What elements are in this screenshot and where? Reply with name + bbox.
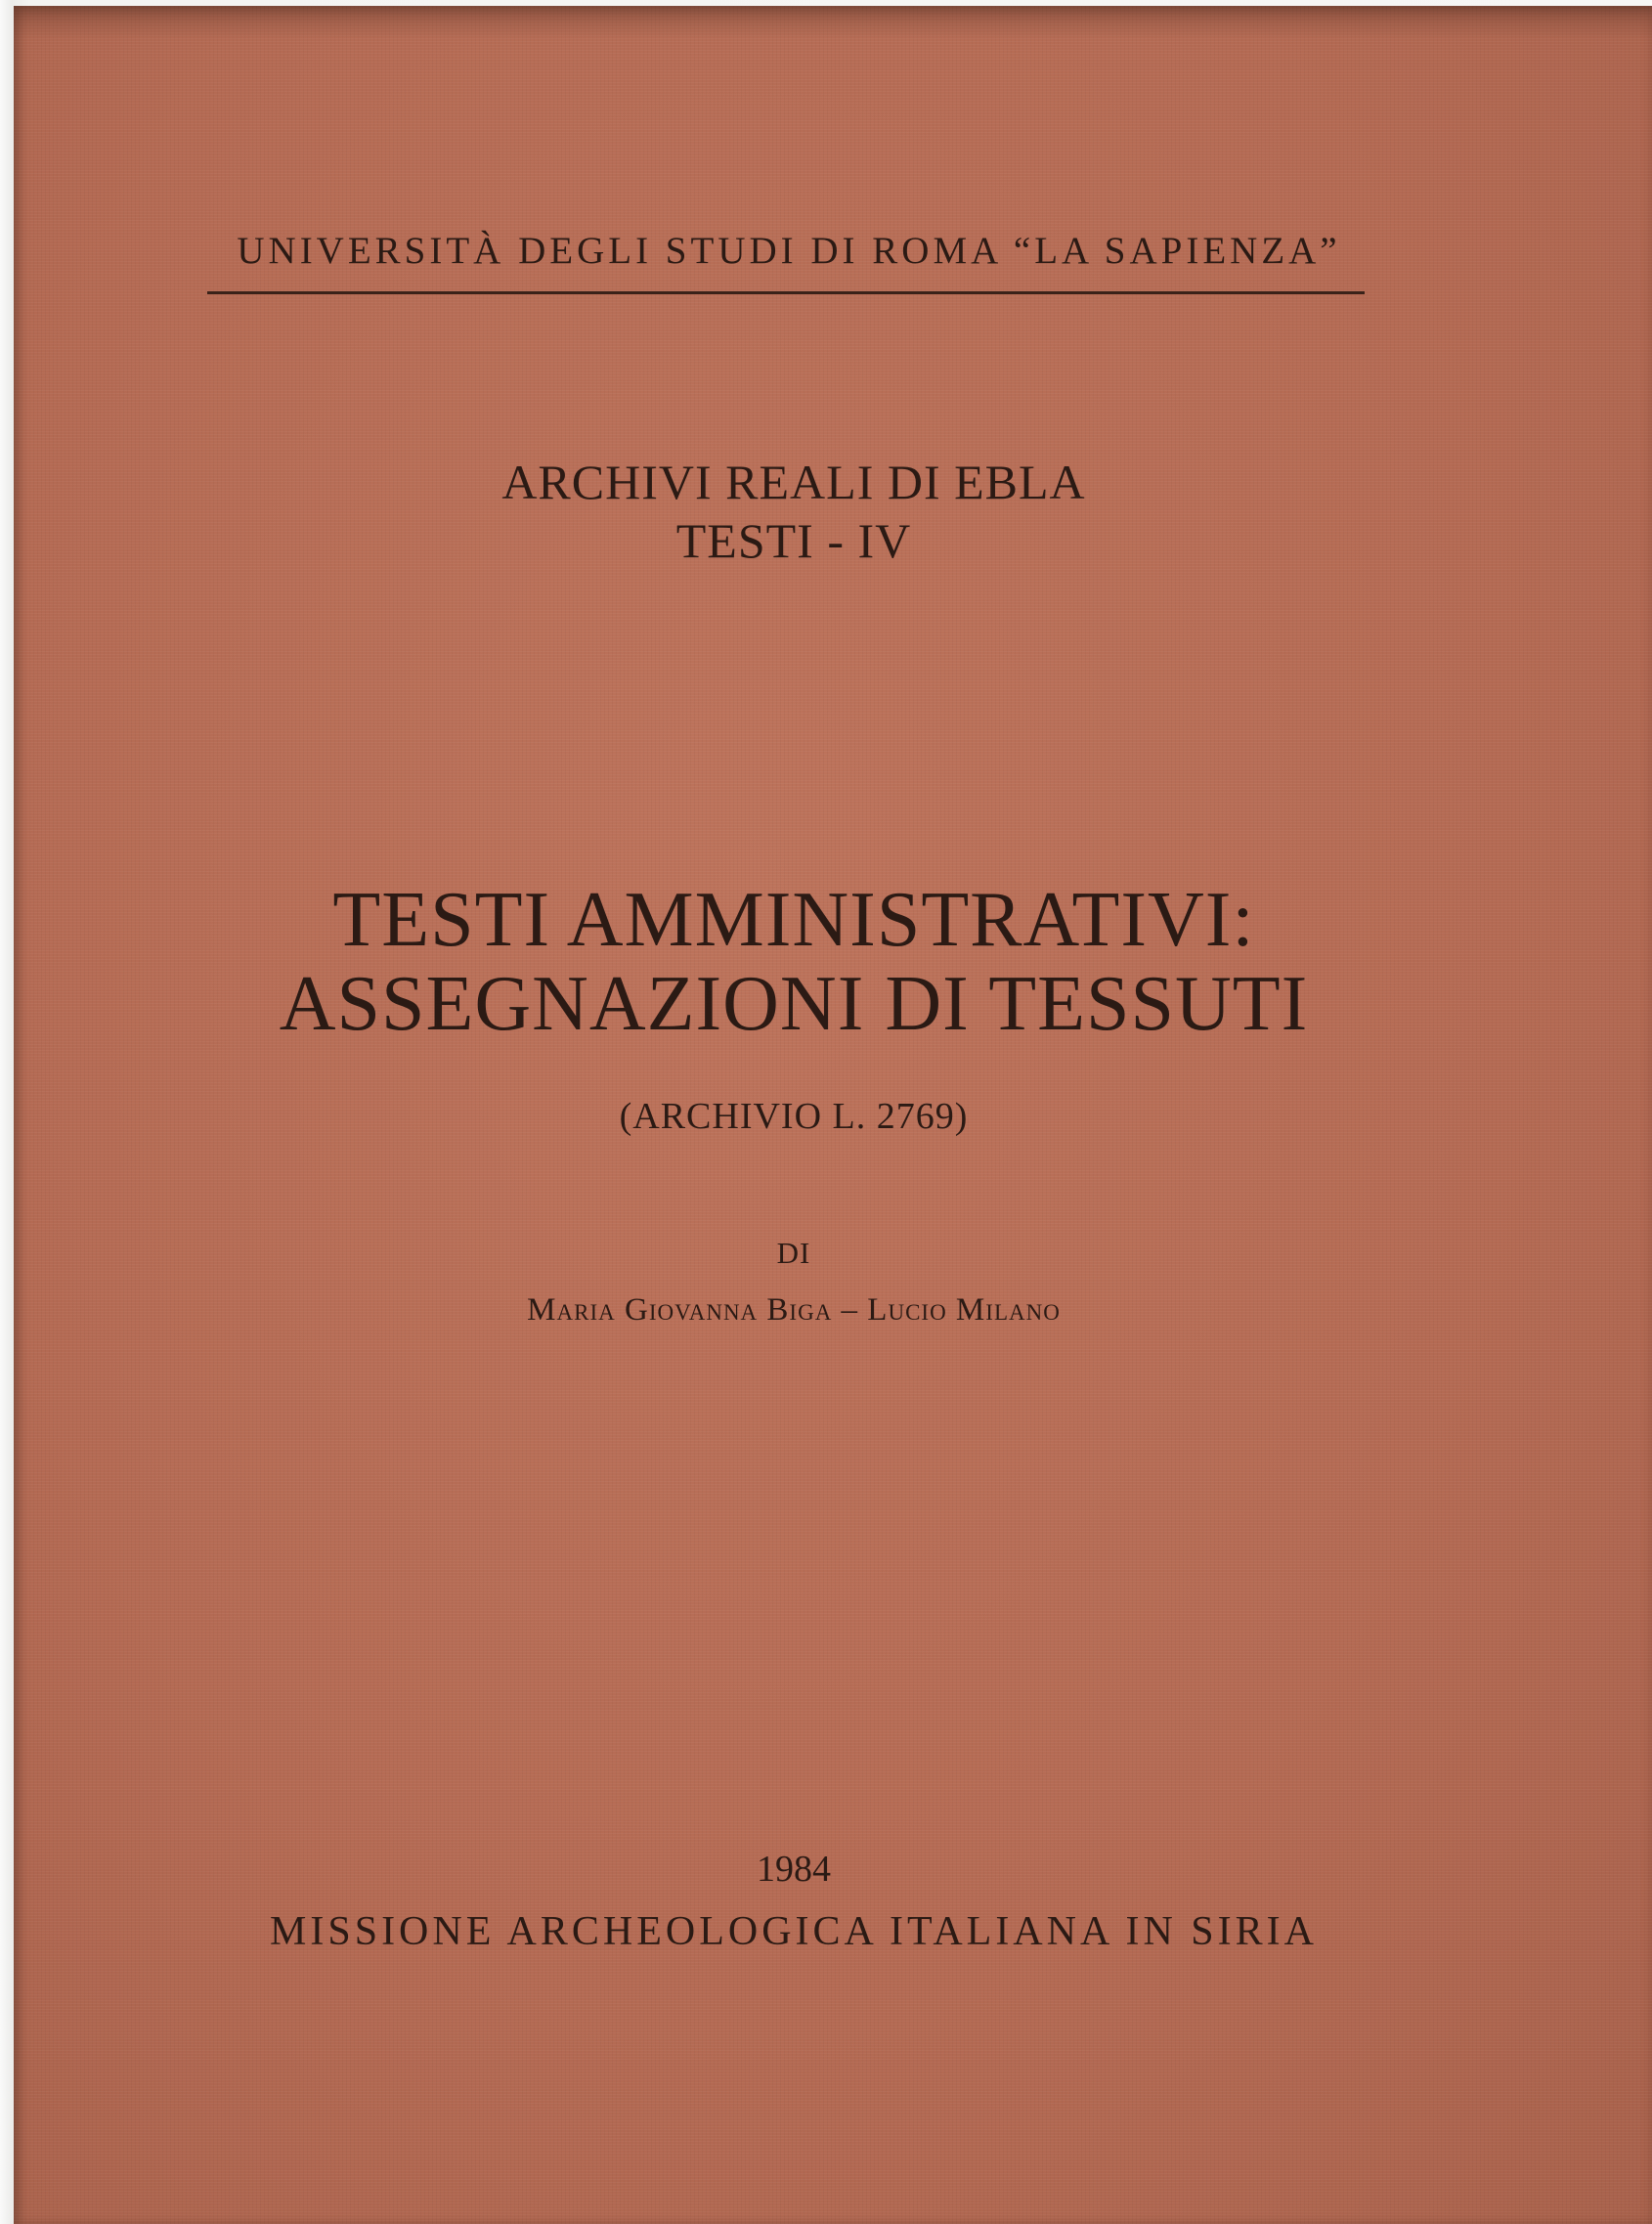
archive-reference: (ARCHIVIO L. 2769)	[619, 1096, 969, 1137]
university-header: UNIVERSITÀ DEGLI STUDI DI ROMA “LA SAPIENZA”	[237, 230, 1341, 272]
publication-year: 1984	[757, 1849, 831, 1890]
header-rule	[207, 291, 1365, 294]
book-title-line-1: TESTI AMMINISTRATIVI:	[332, 877, 1255, 963]
book-cover	[14, 6, 1652, 2224]
by-label: DI	[776, 1236, 811, 1270]
volume-label: TESTI - IV	[675, 513, 912, 568]
authors: Maria Giovanna Biga – Lucio Milano	[527, 1292, 1061, 1328]
book-title-line-2: ASSEGNAZIONI DI TESSUTI	[279, 961, 1309, 1047]
publisher: MISSIONE ARCHEOLOGICA ITALIANA IN SIRIA	[270, 1909, 1318, 1954]
series-title: ARCHIVI REALI DI EBLA	[501, 455, 1086, 509]
cover-top-edge	[14, 6, 1652, 39]
